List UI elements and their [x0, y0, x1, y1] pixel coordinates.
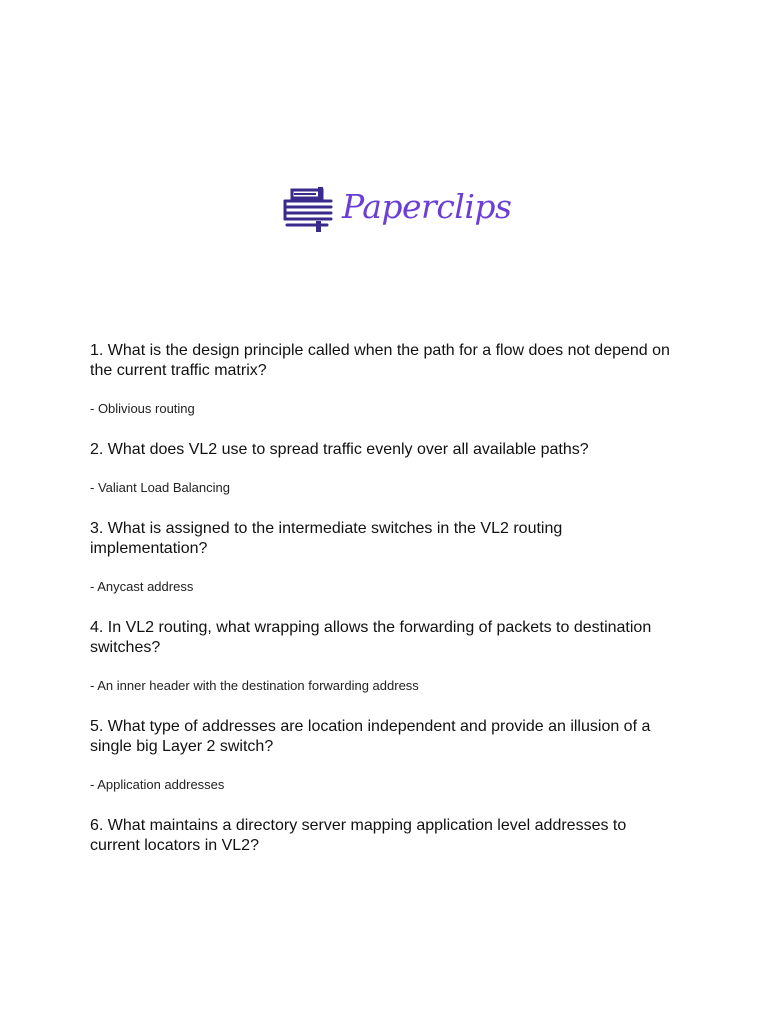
question-text: 6. What maintains a directory server mapping application level addresses to current locators in VL2? — [90, 817, 627, 854]
qa-item-3 — [90, 519, 680, 595]
answer-text: - Oblivious routing — [90, 401, 195, 416]
question-text: 5. What type of addresses are location independent and provide an illusion of a single big Layer 2 switch? — [90, 718, 651, 755]
answer-text: - An inner header with the destination forwarding address — [90, 678, 419, 693]
question-text: 3. What is assigned to the intermediate switches in the VL2 routing implementation? — [90, 520, 563, 557]
qa-list — [90, 341, 680, 879]
paperclips-books-icon — [282, 181, 336, 233]
answer-text: - Anycast address — [90, 579, 194, 594]
answer-text: - Valiant Load Balancing — [90, 480, 230, 495]
question-text: 4. In VL2 routing, what wrapping allows the forwarding of packets to destination switches? — [90, 619, 652, 656]
brand-name: Paperclips — [342, 187, 512, 226]
qa-item-1 — [90, 341, 680, 417]
qa-item-5 — [90, 717, 680, 793]
qa-item-2 — [90, 440, 680, 496]
qa-item-4 — [90, 618, 680, 694]
question-text: 2. What does VL2 use to spread traffic evenly over all available paths? — [90, 441, 589, 458]
qa-item-6 — [90, 816, 680, 856]
answer-text: - Application addresses — [90, 777, 225, 792]
paperclips-logo — [282, 181, 511, 233]
question-text: 1. What is the design principle called when the path for a flow does not depend on the current traffic matrix? — [90, 342, 670, 379]
